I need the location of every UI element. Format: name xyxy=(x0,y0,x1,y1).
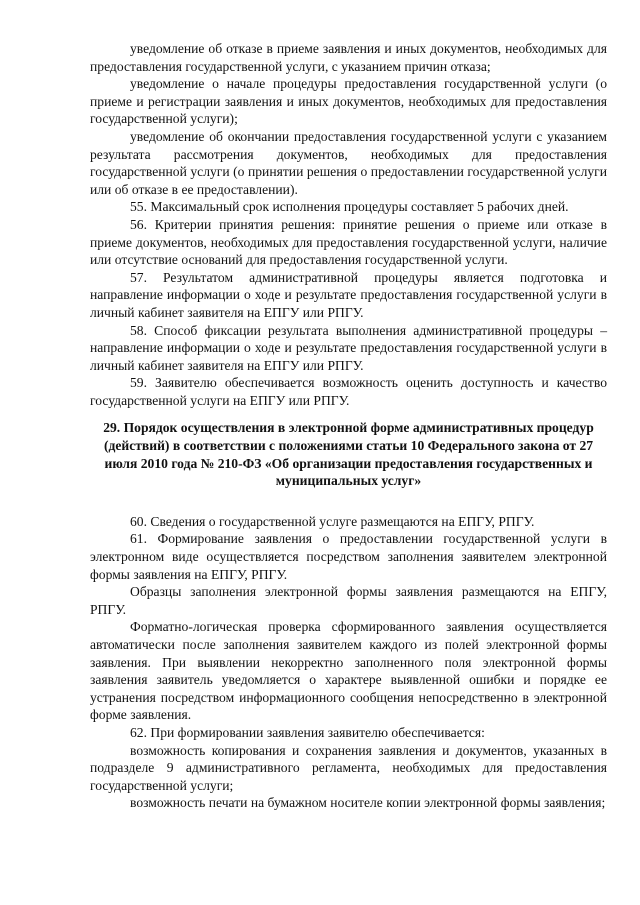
paragraph-56: 56. Критерии принятия решения: принятие решения о приеме или отказе в приеме документов, необходимых для предоставления государственной услуги, наличие или отсутствие оснований для предоставления государственной услуги. xyxy=(90,216,607,268)
paragraph-55: 55. Максимальный срок исполнения процедуры составляет 5 рабочих дней. xyxy=(130,199,569,215)
paragraph-57: 57. Результатом административной процедуры является подготовка и направление информации о ходе и результате предоставления государственной услуги в личный кабинет заявителя на ЕПГУ или РПГУ. xyxy=(90,269,607,320)
paragraph-62: 62. При формировании заявления заявителю обеспечивается: xyxy=(130,724,485,740)
paragraph-refusal-notice: уведомление об отказе в приеме заявления и иных документов, необходимых для предоставления государственной услуги, с указанием причин отказа; xyxy=(90,41,607,74)
paragraph-60: 60. Сведения о государственной услуге размещаются на ЕПГУ, РПГУ. xyxy=(130,513,535,529)
paragraph-copy-save: возможность копирования и сохранения заявления и документов, указанных в подразделе 9 административного регламента, необходимых для предоставления государственной услуги; xyxy=(90,742,607,793)
paragraph-completion-notice: уведомление об окончании предоставления государственной услуги с указанием результата рассмотрения документов, необходимых для предоставления государственной услуги (о принятии решения о предоставлении государственной услуги или об отказе в ее предоставлении). xyxy=(90,128,607,197)
section-heading-29: 29. Порядок осуществления в электронной форме административных процедур (действий) в соответствии с положениями статьи 10 Федерального закона от 27 июля 2010 года № 210-ФЗ «Об организации предоставления государственных и муниципальных услуг» xyxy=(103,420,594,489)
paragraph-format-check: Форматно-логическая проверка сформированного заявления осуществляется автоматически после заполнения заявителем каждого из полей электронной формы заявления. При выявлении некорректно заполненного поля электронной формы заявления заявитель уведомляется о характере выявленной ошибки и порядке ее устранения посредством информационного сообщения непосредственно в электронной форме заявления. xyxy=(90,619,607,723)
paragraph-58: 58. Способ фиксации результата выполнения административной процедуры – направление информации о ходе и результате предоставления государственной услуги в личный кабинет заявителя на ЕПГУ или РПГУ. xyxy=(90,322,607,373)
paragraph-start-notice: уведомление о начале процедуры предоставления государственной услуги (о приеме и регистрации заявления и иных документов, необходимых для предоставления государственной услуги); xyxy=(90,76,607,127)
paragraph-form-samples: Образцы заполнения электронной формы заявления размещаются на ЕПГУ, РПГУ. xyxy=(90,584,607,617)
paragraph-61: 61. Формирование заявления о предоставлении государственной услуги в электронном виде осуществляется посредством заполнения заявителем электронной формы заявления на ЕПГУ, РПГУ. xyxy=(90,531,607,582)
section-spacer xyxy=(90,490,607,513)
document-body xyxy=(90,40,607,812)
paragraph-print-copy: возможность печати на бумажном носителе копии электронной формы заявления; xyxy=(130,795,606,811)
paragraph-59: 59. Заявителю обеспечивается возможность оценить доступность и качество государственной услуги на ЕПГУ или РПГУ. xyxy=(90,375,607,408)
